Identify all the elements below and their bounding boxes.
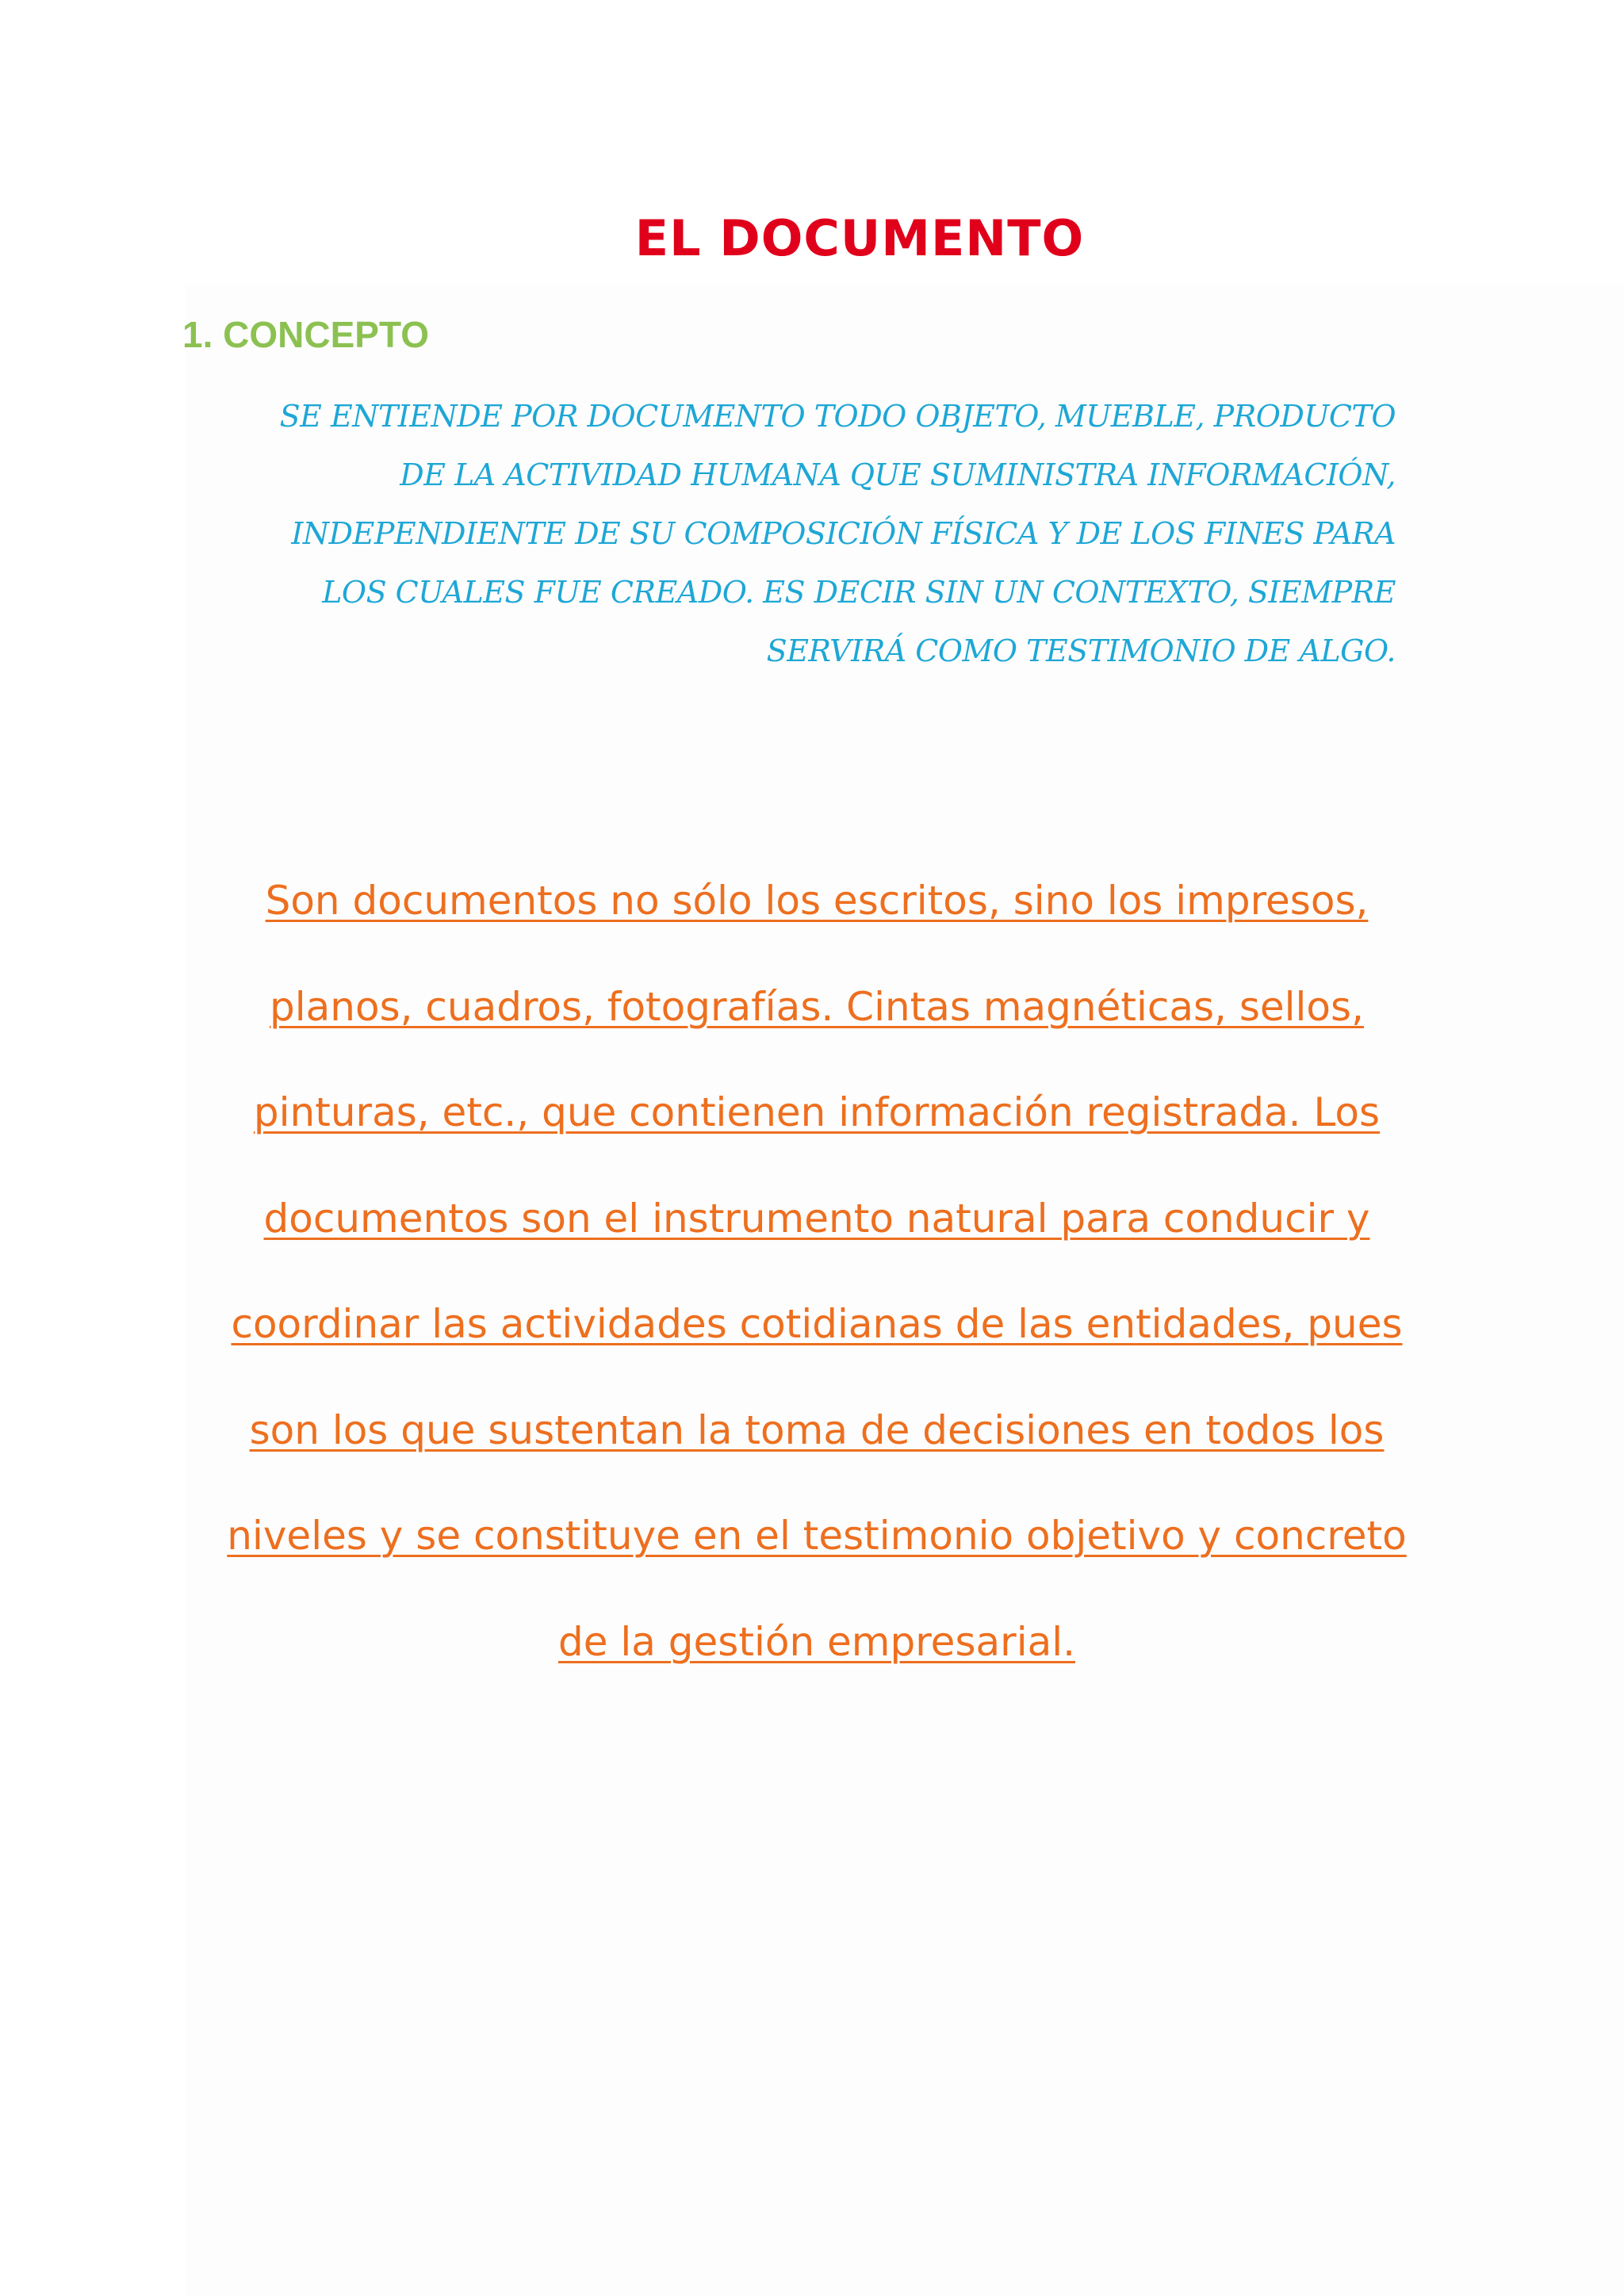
document-title: EL DOCUMENTO [634,209,1085,267]
concept-definition-paragraph: SE ENTIENDE POR DOCUMENTO TODO OBJETO, MUEBLE, PRODUCTO DE LA ACTIVIDAD HUMANA QUE SUMINISTRA INFORMACIÓN, INDEPENDIENTE DE SU COMPOSICIÓN FÍSICA Y DE LOS FINES PARA LOS CUALES FUE CREADO. ES DECIR SIN UN CONTEXTO, SIEMPRE SERVIRÁ COMO TESTIMONIO DE ALGO. [279,399,1396,668]
documents-description-paragraph: Son documentos no sólo los escritos, sino los impresos, planos, cuadros, fotografías. Cintas magnéticas, sellos, pinturas, etc., que contienen información registrada. Los documentos son el instrumento natural para conducir y coordinar las actividades cotidianas de las entidades, pues son los que sustentan la toma de decisiones en todos los niveles y se constituye en el testimonio objetivo y concreto de la gestión empresarial. [227,878,1407,1665]
section-heading-concepto: 1. CONCEPTO [182,314,429,355]
